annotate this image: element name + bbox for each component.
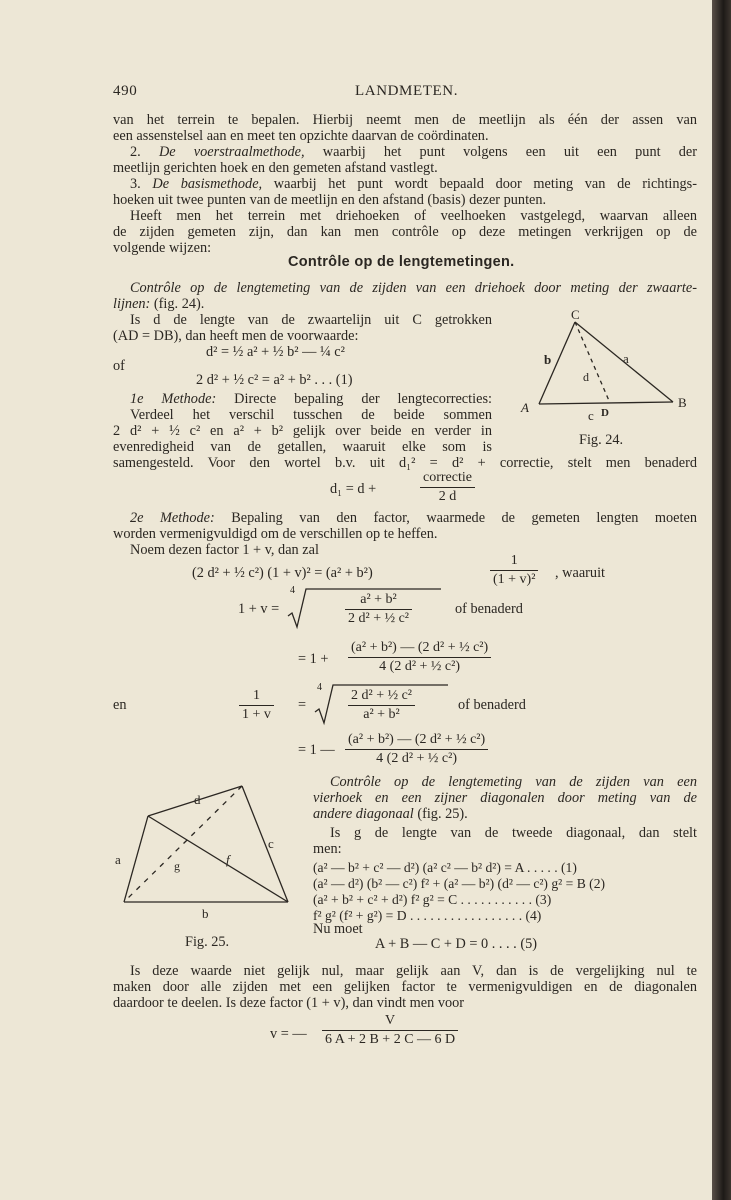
figure-reference: (fig. 24). [153, 296, 205, 312]
label-side-c: c [588, 408, 594, 423]
subsection-heading: Contrôle op de lengtemeting van de zijden van een driehoek door meting der zwaarte- [130, 280, 697, 296]
denominator: 4 (2 d² + ½ c²) [348, 657, 491, 675]
item-text: waarbij het punt wordt bepaald door meting van de richtings- [273, 176, 698, 192]
text-line: (AD = DB), dan heeft men de voorwaarde: [113, 328, 359, 344]
numerator: (a² + b²) — (2 d² + ½ c²) [348, 732, 486, 747]
label-side-a: a [115, 852, 121, 867]
method-label: 2e Methode: [130, 510, 215, 526]
text-line: meetlijn gerichten hoek en den gemeten afstand vastlegt. [113, 160, 438, 176]
text-line: een assenstelsel aan en meet ten opzichte daarvan de coördinaten. [113, 128, 489, 144]
side-c [242, 786, 288, 902]
text-line: volgende wijzen: [113, 240, 212, 256]
denominator: (1 + v)² [490, 570, 538, 588]
book-spine-edge [712, 0, 731, 1200]
numerator: (a² + b²) — (2 d² + ½ c²) [351, 640, 489, 655]
label-diagonal-g: g [174, 859, 180, 873]
formula-lhs: = 1 — [298, 742, 335, 758]
numerator: correctie [423, 470, 472, 485]
equation-1: (a² — b² + c² — d²) (a² c² — b² d²) = A . . . . . (1) [313, 860, 577, 875]
median-d [575, 322, 610, 403]
heading-text: lijnen: [113, 296, 151, 312]
list-item-3 [130, 177, 697, 192]
figure-24 [515, 308, 695, 450]
side-c [539, 402, 673, 404]
label-point-d: D [601, 407, 609, 419]
list-item-2 [130, 145, 697, 160]
fraction [239, 688, 274, 723]
denominator: a² + b² [348, 705, 415, 723]
root-index: 4 [317, 682, 322, 693]
label-diagonal-f: f [226, 852, 230, 867]
text-line: worden vermenigvuldigd om de verschillen op te heffen. [113, 526, 438, 542]
method-2 [130, 511, 697, 526]
numerator: 1 [252, 688, 260, 703]
fraction [348, 640, 491, 675]
text-line: Noem dezen factor 1 + v, dan zal [130, 542, 319, 558]
figure-caption: Fig. 24. [579, 432, 624, 448]
text-line: of [113, 358, 125, 374]
formula-tail: of benaderd [455, 601, 523, 617]
label-side-c: c [268, 836, 274, 851]
figure-reference: (fig. 25). [417, 806, 468, 822]
denominator: 6 A + 2 B + 2 C — 6 D [322, 1030, 458, 1048]
item-title: De voerstraalmethode, [158, 144, 305, 160]
text-line: men: [313, 841, 342, 857]
root-index: 4 [290, 585, 295, 596]
denominator: 2 d² + ½ c² [345, 609, 412, 627]
diagonal-g [124, 786, 242, 902]
text-line: maken door alle zijden met een gelijken factor te vermenigvuldigen en de diagonalen [113, 979, 697, 995]
text-line: hoeken uit twee punten van de meetlijn en den afstand (basis) dezer punten. [113, 192, 547, 208]
label-vertex-c: C [571, 308, 580, 322]
equation-lhs: d₁ = d + [330, 481, 377, 497]
text-line: de zijden gemeten zijn, dan kan men contrôle op deze metingen verkrijgen op de [113, 224, 697, 240]
equation-2: (a² — d²) (b² — c²) f² + (a² — b²) (d² — c²) g² = B (2) [313, 876, 606, 891]
subsection-heading-line3 [313, 807, 468, 822]
method-1 [130, 392, 492, 407]
method-text: Bepaling van den factor, waarmede de gemeten lengten moeten [231, 510, 697, 526]
text-line: Verdeel het verschil tusschen de beide sommen [130, 407, 492, 423]
text-line: samengesteld. Voor den wortel b.v. uit d₁² = d² + correctie, stelt men benaderd [113, 455, 697, 471]
text-line: van het terrein te bepalen. Hierbij neemt men de meetlijn als één der assen van [113, 112, 697, 128]
equation-1: 2 d² + ½ c² = a² + b² . . . (1) [196, 372, 353, 388]
item-number: 3. [130, 176, 141, 192]
figure-25 [110, 778, 310, 920]
subsection-heading: Contrôle op de lengtemeting van de zijden van een [330, 774, 697, 790]
text-line: Is d de lengte van de zwaartelijn uit C getrokken [130, 312, 492, 328]
label-vertex-a: A [521, 400, 529, 415]
subsection-heading-line2 [113, 297, 204, 312]
method-label: 1e Methode: [130, 391, 217, 407]
figure-caption: Fig. 25. [185, 934, 230, 950]
formula-lhs: 1 + v = [238, 601, 280, 617]
text-line: Heeft men het terrein met driehoeken of veelhoeken vastgelegd, waarvan alleen [130, 208, 697, 224]
text-line: en [113, 697, 127, 713]
label-side-b: b [202, 906, 209, 920]
label-vertex-b: B [678, 395, 687, 410]
numerator: 1 [510, 553, 518, 568]
numerator: V [385, 1013, 396, 1028]
label-side-b: b [544, 352, 552, 367]
formula-lhs: (2 d² + ½ c²) (1 + v)² = (a² + b²) [192, 565, 373, 581]
equation: d² = ½ a² + ½ b² — ¼ c² [206, 344, 345, 360]
diagonal-f [148, 816, 288, 902]
label-median-d: d [583, 370, 589, 384]
equation-4: f² g² (f² + g²) = D . . . . . . . . . . . . . . . . . (4) [313, 908, 542, 923]
formula-lhs: v = — [270, 1026, 307, 1042]
fraction [490, 553, 538, 588]
denominator: 4 (2 d² + ½ c²) [345, 749, 488, 767]
formula-lhs: = 1 + [298, 651, 329, 667]
text-line: 2 d² + ½ c² en a² + b² gelijk over beide en verder in [113, 423, 492, 439]
method-text: Directe bepaling der lengtecorrecties: [234, 391, 492, 407]
fraction [322, 1013, 458, 1048]
denominator: 1 + v [239, 705, 274, 723]
label-side-d: d [194, 792, 201, 807]
section-title: Contrôle op de lengtemetingen. [288, 254, 515, 270]
numerator: 2 d² + ½ c² [351, 688, 413, 703]
label-side-a: a [623, 351, 629, 366]
item-number: 2. [130, 144, 141, 160]
fraction [345, 732, 488, 767]
equation-5: A + B — C + D = 0 . . . . (5) [375, 936, 537, 952]
text-line: Is g de lengte van de tweede diagonaal, dan stelt [330, 825, 697, 841]
text-line: Is deze waarde niet gelijk nul, maar gelijk aan V, dan is de vergelijking nul te [130, 963, 697, 979]
text-line: daardoor te deelen. Is deze factor (1 + v), dan vindt men voor [113, 995, 465, 1011]
page-number: 490 [113, 83, 138, 99]
equals-sign: = [298, 697, 307, 713]
fraction [420, 470, 475, 505]
denominator: 2 d [420, 487, 475, 505]
heading-text: andere diagonaal [313, 806, 414, 822]
fraction [348, 688, 415, 723]
running-title: LANDMETEN. [355, 83, 459, 99]
item-text: waarbij het punt volgens een uit een punt der [322, 144, 698, 160]
formula-tail: , waaruit [555, 565, 606, 581]
numerator: a² + b² [360, 592, 397, 607]
equation-3: (a² + b² + c² + d²) f² g² = C . . . . . . . . . . . (3) [313, 892, 552, 907]
side-a [124, 816, 148, 902]
text-line: evenredigheid van de getallen, waaruit elke som is [113, 439, 492, 455]
item-title: De basismethode, [152, 176, 263, 192]
formula-tail: of benaderd [458, 697, 526, 713]
subsection-heading: vierhoek en een zijner diagonalen door meting van de [313, 790, 697, 806]
text-line: Nu moet [313, 921, 363, 937]
fraction [345, 592, 412, 627]
